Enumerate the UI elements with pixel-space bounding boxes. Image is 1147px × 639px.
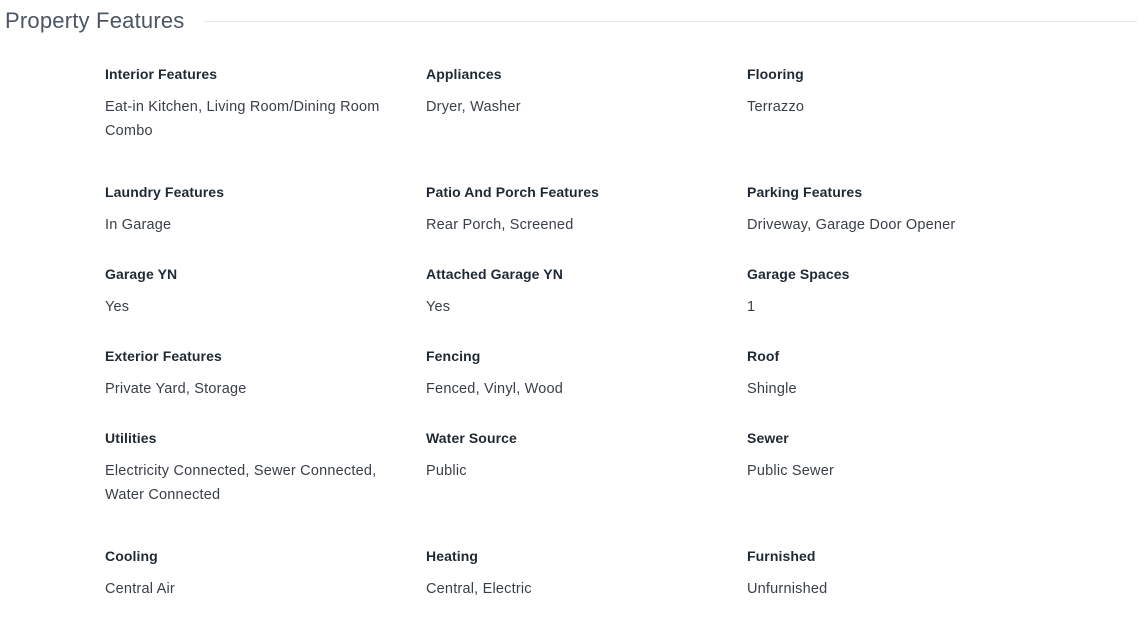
feature-sewer	[747, 427, 1067, 545]
feature-value: Central Air	[105, 581, 175, 597]
feature-fencing	[426, 345, 747, 427]
feature-label: Cooling	[105, 548, 158, 564]
features-grid	[105, 63, 1067, 627]
feature-interior-features	[105, 63, 426, 181]
feature-value: Unfurnished	[747, 581, 828, 597]
feature-label: Fencing	[426, 348, 481, 364]
feature-value: Terrazzo	[747, 99, 805, 115]
feature-garage-yn	[105, 263, 426, 345]
feature-label: Garage Spaces	[747, 266, 850, 282]
feature-label: Heating	[426, 548, 479, 564]
feature-value: Shingle	[747, 381, 797, 397]
feature-attached-garage-yn	[426, 263, 747, 345]
feature-value: Private Yard, Storage	[105, 381, 247, 397]
feature-utilities	[105, 427, 426, 545]
feature-label: Garage YN	[105, 266, 178, 282]
property-features-header	[5, 6, 1137, 36]
feature-value: Public Sewer	[747, 463, 835, 479]
feature-label: Attached Garage YN	[426, 266, 563, 282]
feature-value: Fenced, Vinyl, Wood	[426, 381, 564, 397]
feature-flooring	[747, 63, 1067, 181]
feature-garage-spaces	[747, 263, 1067, 345]
feature-value: Yes	[426, 299, 451, 315]
feature-water-source	[426, 427, 747, 545]
feature-value: Driveway, Garage Door Opener	[747, 217, 956, 233]
feature-label: Interior Features	[105, 66, 218, 82]
feature-furnished	[747, 545, 1067, 627]
feature-value: Yes	[105, 299, 130, 315]
feature-label: Furnished	[747, 548, 816, 564]
feature-value: In Garage	[105, 217, 172, 233]
feature-label: Flooring	[747, 66, 804, 82]
section-title: Property Features	[5, 8, 185, 33]
feature-heating	[426, 545, 747, 627]
feature-label: Parking Features	[747, 184, 863, 200]
feature-patio-porch-features	[426, 181, 747, 263]
feature-label: Exterior Features	[105, 348, 222, 364]
feature-value: 1	[747, 299, 756, 315]
feature-appliances	[426, 63, 747, 181]
feature-value: Dryer, Washer	[426, 99, 521, 115]
feature-label: Sewer	[747, 430, 789, 446]
feature-label: Appliances	[426, 66, 502, 82]
feature-label: Water Source	[426, 430, 517, 446]
feature-exterior-features	[105, 345, 426, 427]
feature-value: Public	[426, 463, 467, 479]
feature-value: Eat-in Kitchen, Living Room/Dining Room Combo	[105, 99, 380, 139]
feature-label: Laundry Features	[105, 184, 225, 200]
feature-label: Patio And Porch Features	[426, 184, 600, 200]
section-divider	[204, 21, 1137, 22]
feature-value: Rear Porch, Screened	[426, 217, 574, 233]
feature-parking-features	[747, 181, 1067, 263]
feature-roof	[747, 345, 1067, 427]
feature-label: Utilities	[105, 430, 157, 446]
feature-value: Central, Electric	[426, 581, 532, 597]
feature-value: Electricity Connected, Sewer Connected, Water Connected	[105, 463, 377, 503]
feature-cooling	[105, 545, 426, 627]
feature-label: Roof	[747, 348, 780, 364]
feature-laundry-features	[105, 181, 426, 263]
